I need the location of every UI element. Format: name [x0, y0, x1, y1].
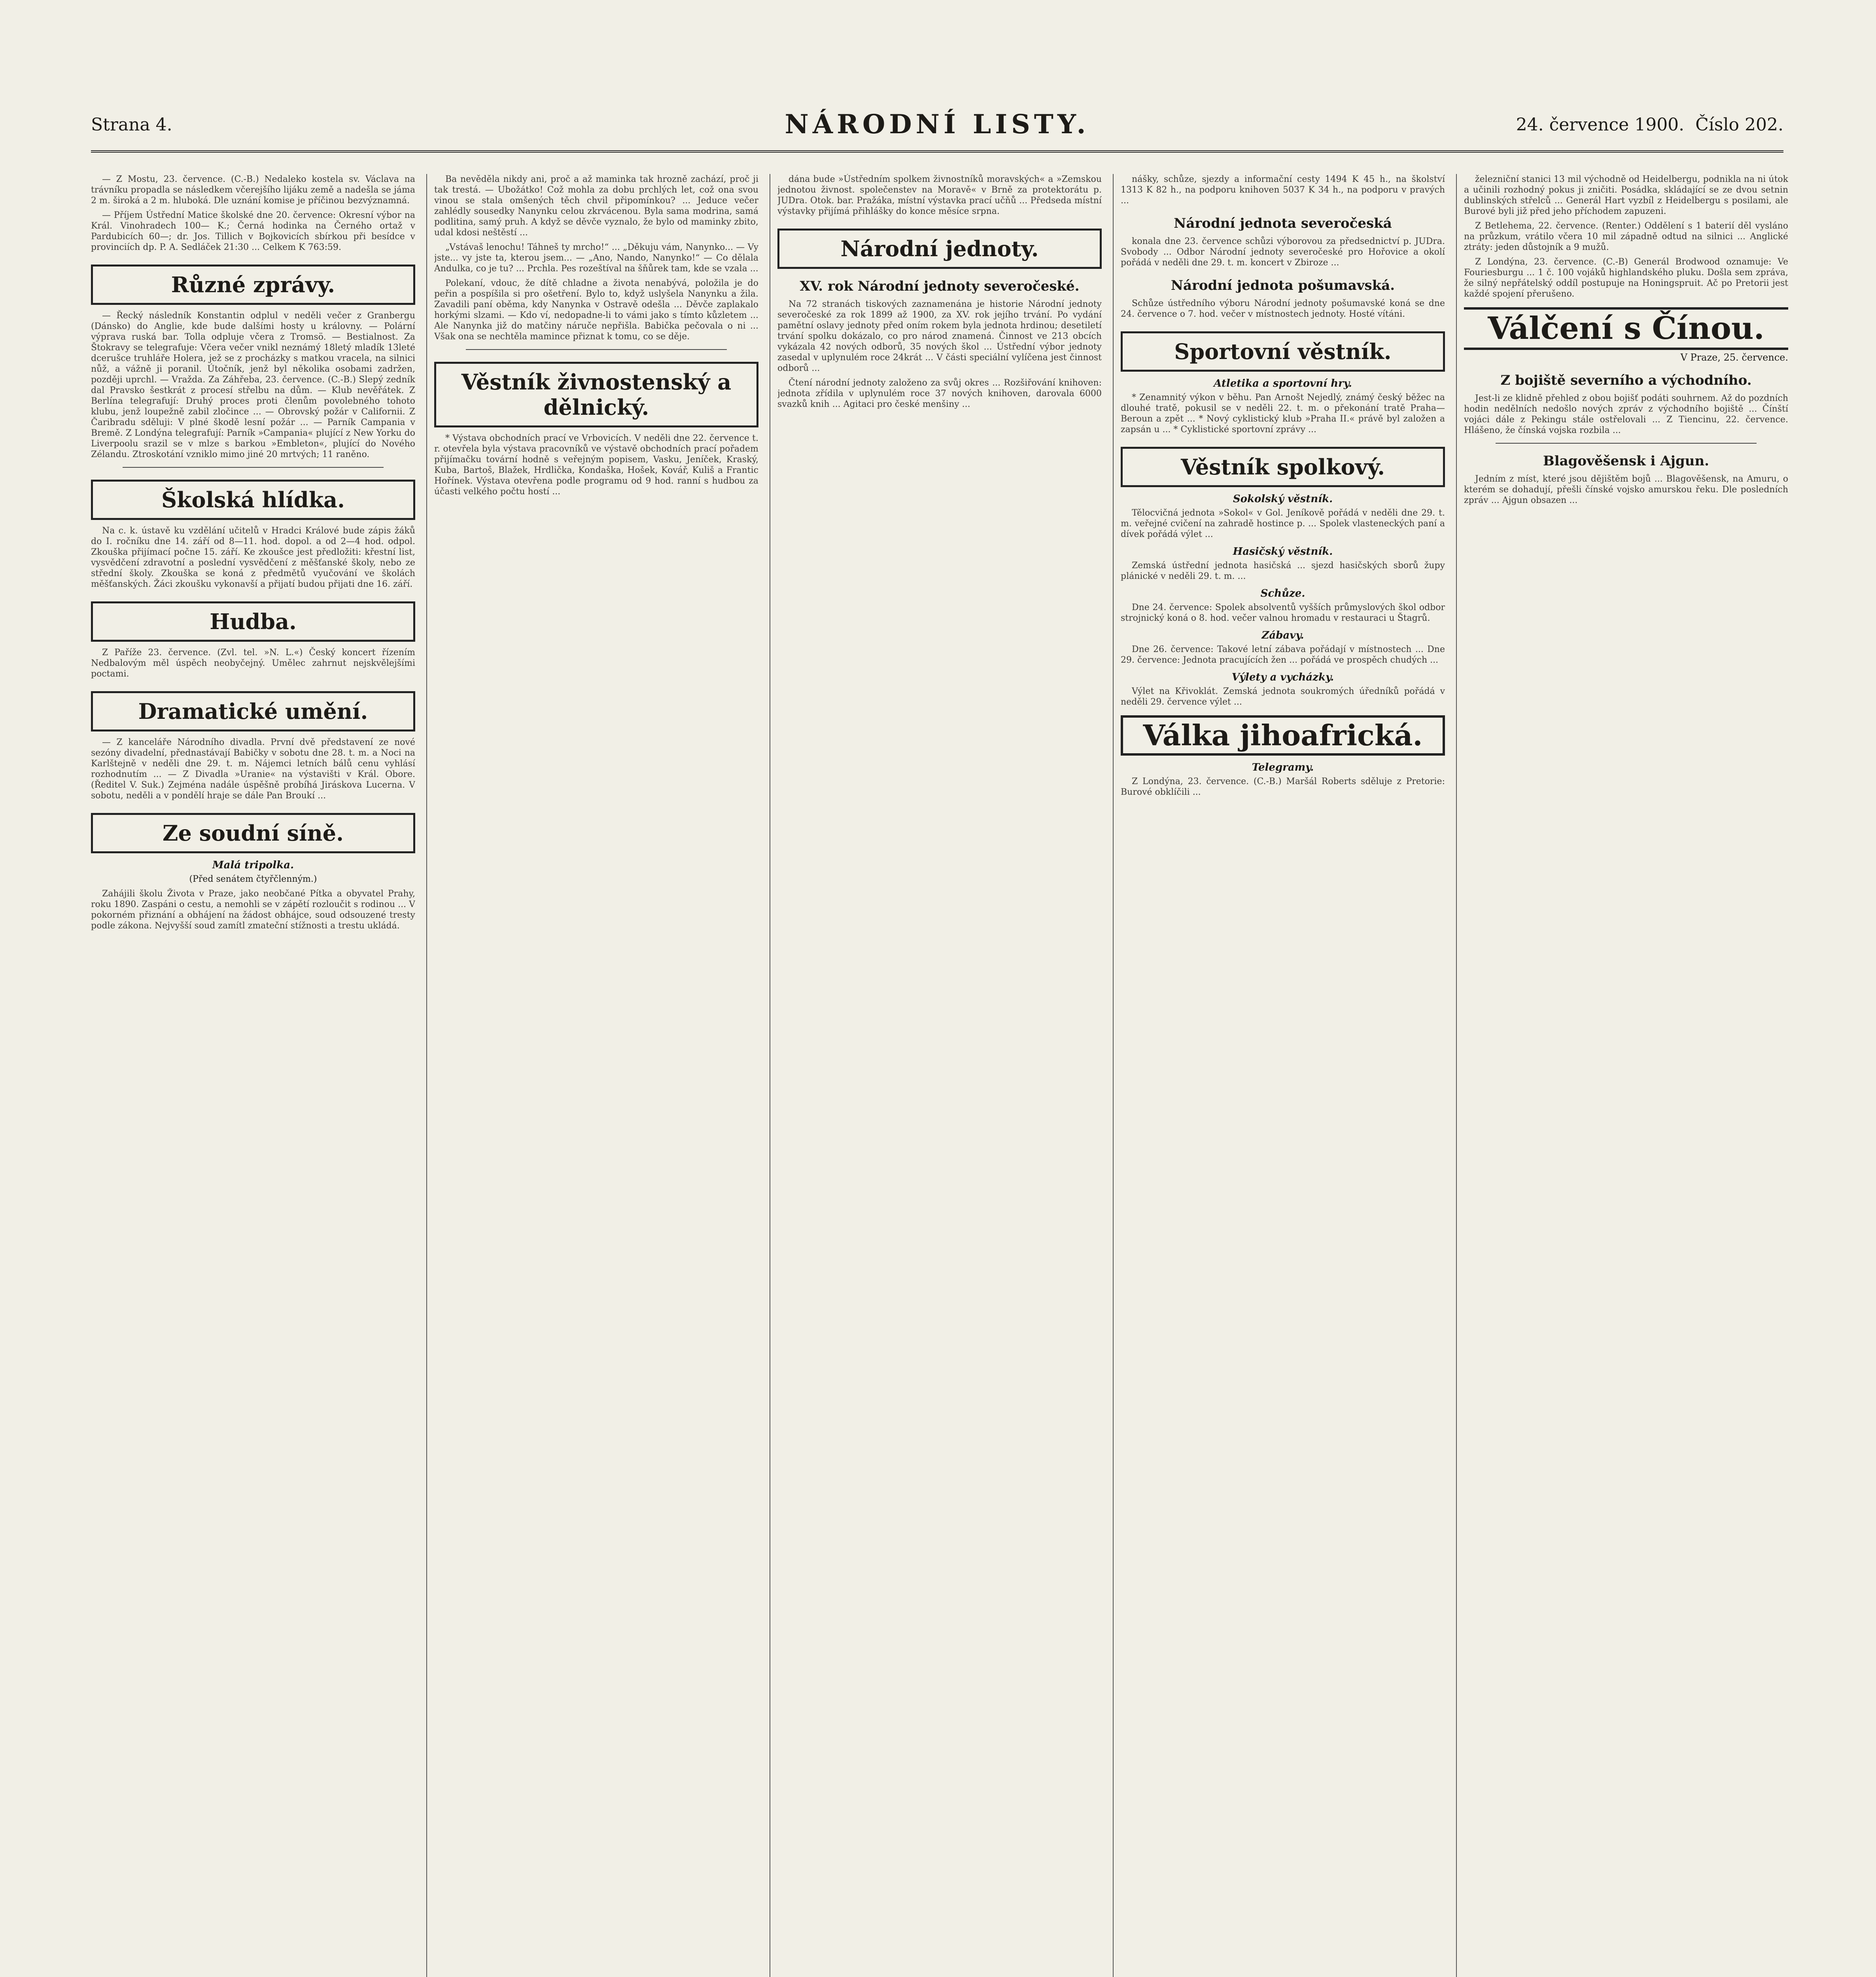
- section-heading-zivnostensky: Věstník živnostenský a dělnický.: [434, 362, 758, 427]
- article-sport: * Zenamnitý výkon v běhu. Pan Arnošt Nejedlý, známý český běžec na dlouhé tratě, pokusil se v neděli 22. t. m. o překonání tratě Praha—Beroun a zpět ... * Nový cyklistický klub »Praha II.« právě byl založen a zapsán u ... * Cyklistické sportovní zprávy ...: [1121, 393, 1445, 435]
- article-skolska: Na c. k. ústavě ku vzdělání učitelů v Hradci Králové bude zápis žáků do I. ročníku dne 14. září od 8—11. hod. dopol. a od 2—4 hod. odpol. Zkouška přijímací počne 15. září. Ke zkoušce jest předložiti: křestní list, vysvědčení zdravotní a poslední vysvědčení z měšťanské školy, nebo ze střední školy. Zkouška se koná z předmětů vyučování ve školách měšťanských. Žáci zkoušku vykonavší a přijatí budou přijati dne 16. září.: [91, 526, 415, 589]
- separator: [1496, 443, 1757, 444]
- article-afrika: Z Londýna, 23. července. (C.-B.) Maršál Roberts sděluje z Pretorie: Burové obklíčili ...: [1121, 777, 1445, 797]
- article-cina: Jest-li ze klidně přehled z obou bojišť podáti souhrnem. Až do pozdních hodin nedělních nedošlo nových zpráv z východního bojiště ... Čínští vojáci dále z Pekingu stále ostřelovali ... Z Tiencinu, 22. července. Hlášeno, že čínská vojska rozbila ...: [1464, 393, 1788, 435]
- dateline-cina: V Praze, 25. července.: [1680, 352, 1788, 363]
- column-rule: [1456, 174, 1457, 1977]
- section-heading-narodni-jednoty: Národní jednoty.: [777, 229, 1102, 269]
- separator: [466, 349, 727, 350]
- article-zivnostensky: * Výstava obchodních prací ve Vrbovicích. V neděli dne 22. července t. r. otevřela byla výstava pracovníků ve výstavě obchodních prací pořadem přijímačku tovární hodně s veřejným popisem, Vasku, Jeníček, Kraský, Kuba, Bartoš, Blažek, Hrdlička, Kondaška, Hošek, Kovář, Kuliš a Frantic Hořínek. Výstava otevřena podle programu od 9 hod. ranní s hudbou za účasti velkého počtu hostí ...: [434, 433, 758, 497]
- newspaper-title: NÁRODNÍ LISTY.: [785, 109, 1090, 140]
- article-posumavska: Schůze ústředního výboru Národní jednoty pošumavské koná se dne 24. července o 7. hod. večer v místnostech jednoty. Hosté vítáni.: [1121, 299, 1445, 319]
- section-heading-hudba: Hudba.: [91, 601, 415, 642]
- section-heading-ruzne: Různé zprávy.: [91, 265, 415, 305]
- article-londyn: Z Londýna, 23. července. (C.-B) Generál Brodwood oznamuje: Ve Fouriesburgu ... 1 č. 100 vojáků highlandského pluku. Došla sem zpráva, že silný nepřátelský oddíl postupuje na Honingspruit. Ač po Pretorii jest každé spojení přerušeno.: [1464, 257, 1788, 299]
- section-heading-skolska: Školská hlídka.: [91, 480, 415, 520]
- column-1: [91, 174, 415, 1977]
- article-vylety: Výlet na Křivoklát. Zemská jednota soukromých úředníků pořádá v neděli 29. července výlet ...: [1121, 686, 1445, 707]
- article-zabavy: Dne 26. července: Takové letní zábava pořádají v místnostech ... Dne 29. července: Jednota pracujících žen ... pořádá ve prospěch chudých ...: [1121, 645, 1445, 665]
- article-most: — Z Mostu, 23. července. (C.-B.) Nedaleko kostela sv. Václava na trávníku propadla se následkem včerejšího lijáku země a nadešla se jáma 2 m. široká a 2 m. hluboká. Dle uznání komise je příčinou bezvýznamná.: [91, 174, 415, 206]
- article-matice: — Příjem Ústřední Matice školské dne 20. července: Okresní výbor na Král. Vinohradech 100— K.; Černá hodinka na Černého ortaž v Pardubicích 60—; dr. Jos. Tillich v Bojkovicích sbírkou při besídce v provinciích dp. P. A. Sedláček 21:30 ... Celkem K 763:59.: [91, 210, 415, 252]
- article-blagovesensk: Jedním z míst, které jsou dějištěm bojů ... Blagověšensk, na Amuru, o kterém se dohadují, přešli čínské vojsko amurskou řeku. Dle posledních zpráv ... Ajgun obsazen ...: [1464, 474, 1788, 505]
- subheading-tripolka: Malá tripolka.: [212, 859, 294, 871]
- article-ruzne: — Řecký následník Konstantin odplul v neděli večer z Granbergu (Dánsko) do Anglie, kde bude dalšími hosty u královny. — Polární výprava ruská bar. Tolla odpluje včera z Tromsö. — Bestialnost. Za Štokravy se telegrafuje: Včera večer vnikl neznámý 18letý mladík 13leté dcerušce truhláře Holera, jež se z procházky s matkou vracela, na silnici nůž, a vážně ji poranil. Útočník, jenž byl několika osobami zadržen, později uprchl. — Vražda. Za Záhřeba, 23. července. (C.-B.) Slepý zedník dal Pravsko šestkrát z procesí střelbu na dům. — Klub nevěřátek. Z Berlína telegrafují: Druhý proces proti členům povolebného tohoto klubu, jenž loupežně zabil zločince ... — Obrovský požár v Californii. Z Čaribradu sděluji: V plné škodě lesní požár ... — Parník Campania v Bremě. Z Londýna telegrafují: Parník »Campania« plující z New Yorku do Liverpoolu srazil se v mlze s barkou »Embleton«, plující do Nového Zélandu. Ztroskotání vzniklo mimo jiné 20 mrtvých; 11 raněno.: [91, 311, 415, 459]
- column-rule: [1113, 174, 1114, 1977]
- column-5: [1464, 174, 1788, 1977]
- article-soudni: Zahájili školu Života v Praze, jako neobčané Pítka a obyvatel Prahy, roku 1890. Zaspáni o cestu, a nemohli se v zápětí rozloučit s rodinou ... V pokorném přiznání a obhájení na žádost obhájce, soud odsouzené tresty podle zákona. Nejvyšší soud zamítl zmateční stížnosti a trestu ukládá.: [91, 889, 415, 931]
- separator: [123, 467, 384, 468]
- subheading-blagovesensk: Blagověšensk i Ajgun.: [1543, 453, 1710, 469]
- column-2: [434, 174, 758, 1977]
- date: 24. července 1900.: [1516, 115, 1685, 135]
- issue-date: [1516, 115, 1783, 135]
- article-hasicsky: Zemská ústřední jednota hasičská ... sjezd hasičských sborů župy plánické v neděli 29. t. m. ...: [1121, 561, 1445, 581]
- feuilleton-body: Polekaní, vdouc, že dítě chladne a života nenabývá, položila je do peřin a pospíšila si pro ošetření. Bylo to, když uslyšela Nanynku a žila. Zavadili paní oběma, kdy Nanynka v Ostravě odešla ... Děvče zaplakalo horkými slzami. — Kdo ví, nedopadne-li to vámi jako s tímto kůzletem ... Ale Nanynka již do matčiny náruče nepřišla. Babička pečovala o ni ... Však ona se nechtěla mamince přiznat k tomu, co se děje.: [434, 278, 758, 342]
- column-3: [777, 174, 1102, 1977]
- article-sokolsky: Tělocvičná jednota »Sokol« v Gol. Jeníkově pořádá v neděli dne 29. t. m. veřejné cvičení na zahradě hostince p. ... Spolek vlasteneckých paní a dívek pořádá výlet ...: [1121, 508, 1445, 539]
- feuilleton-dialogue: „Vstávaš lenochu! Táhneš ty mrcho!“ ... „Děkuju vám, Nanynko... — Vy jste... vy jste ta, kterou jsem... — „Ano, Nando, Nanynko!“ — Co dělala Andulka, co je tu? ... Prchla. Pes rozeštíval na šňůrek tam, kde se vzala ...: [434, 242, 758, 274]
- subheading-severoceska: Národní jednota severočeská: [1174, 215, 1392, 231]
- article-xv-rok: Na 72 stranách tiskových zaznamenána je historie Národní jednoty severočeské za rok 1899 až 1900, za XV. rok jejího trvání. Po vydání pamětní oslavy jednoty před oním rokem byla jednota hrdinou; desetiletí trvání spolku dokázalo, co pro národ znamená. Činnost ve 213 obcích vykázala 42 nových odborů, 35 nových škol ... Ústřední výbor jednoty zasedal v uplynulém roce 24krát ... V části speciální vylíčena jest činnost odborů ...: [777, 299, 1102, 373]
- article-severoceska: konala dne 23. července schůzi výborovou za předsednictví p. JUDra. Svobody ... Odbor Národní jednoty severočeské pro Hořovice a okolí pořádá v neděli dne 29. t. m. koncert v Zbiroze ...: [1121, 236, 1445, 268]
- subheading-hasicsky: Hasičský věstník.: [1233, 546, 1333, 558]
- page-number: Strana 4.: [91, 115, 172, 135]
- subheading-vylety: Výlety a vycházky.: [1231, 671, 1334, 683]
- article-dramaticke: — Z kanceláře Národního divadla. První dvě představení ze nové sezóny divadelní, přednastávají Babičky v sobotu dne 28. t. m. a Noci na Karlštejně v neděli dne 29. t. m. Nájemci letních bálů cenu vyhlásí rozhodnutím ... — Z Divadla »Uranie« na výstavišti v Král. Obore. (Ředitel V. Suk.) Zejména nadále úspěšně probíhá Jiráskova Lucerna. V sobotu, neděli a v pondělí hraje se dále Pan Broukí ...: [91, 737, 415, 801]
- article-vydaje: nášky, schůze, sjezdy a informační cesty 1494 K 45 h., na školství 1313 K 82 h., na podporu knihoven 5037 K 34 h., na podporu v pravých ...: [1121, 174, 1445, 206]
- issue-number: Číslo 202.: [1695, 115, 1783, 135]
- subheading-schuze: Schůze.: [1260, 588, 1305, 599]
- article-vystava: dána bude »Ústředním spolkem živnostníků moravských« a »Zemskou jednotou živnost. společenstev na Moravě« v Brně za protektorátu p. JUDra. Otok. bar. Pražáka, místní výstavka prací učňů ... Předseda místní výstavky přijímá přihlášky do konce měsíce srpna.: [777, 174, 1102, 216]
- subheading-bojiste: Z bojiště severního a východního.: [1500, 372, 1752, 388]
- section-heading-spolkovy: Věstník spolkový.: [1121, 447, 1445, 487]
- masthead: [91, 107, 1783, 153]
- article-heidelberg: železniční stanici 13 mil východně od Heidelbergu, podnikla na ni útok a učinili rozhodný pokus ji zničiti. Posádka, skládající se ze dvou setnin dublinských střelců ... Generál Hart vyzbíl z Heidelbergu s posilami, ale Burové byli již před jeho příchodem zapuzeni.: [1464, 174, 1788, 216]
- subheading-atletika: Atletika a sportovní hry.: [1214, 378, 1352, 389]
- article-schuze: Dne 24. července: Spolek absolventů vyšších průmyslových škol odbor strojnický koná o 8. hod. večer valnou hromadu v restauraci u Štagrů.: [1121, 603, 1445, 623]
- subheading-telegramy: Telegramy.: [1252, 762, 1314, 773]
- byline-senat: (Před senátem čtyřčlenným.): [189, 874, 317, 884]
- subheading-posumavska: Národní jednota pošumavská.: [1171, 278, 1395, 293]
- subheading-xv-rok: XV. rok Národní jednoty severočeské.: [800, 278, 1080, 294]
- article-hudba: Z Paříže 23. července. (Zvl. tel. »N. L.«) Český koncert řízením Nedbalovým měl úspěch neobyčejný. Umělec zahrnut nejskvělejšími poctami.: [91, 648, 415, 679]
- section-heading-soudni: Ze soudní síně.: [91, 813, 415, 853]
- subheading-sokolsky: Sokolský věstník.: [1233, 493, 1333, 505]
- article-jednota-cinnost: Čtení národní jednoty založeno za svůj okres ... Rozšiřování knihoven: jednota zřídila v uplynulém roce 37 nových knihoven, darovala 6000 svazků knih ... Agitaci pro české menšiny ...: [777, 378, 1102, 409]
- feuilleton-top: Ba nevěděla nikdy ani, proč a až maminka tak hrozně zachází, proč ji tak trestá. — Ubožátko! Což mohla za dobu prchlých let, což ona svou vinou se stala omšených těch chvil připomínkou? ... Jeduce večer zahlédly sousedky Nanynku celou zkrvácenou. Byla sama modrina, samá podlitina, samý pruh. A když se děvče vyznalo, že bylo od maminky zbito, udal kdosi neštěstí ...: [434, 174, 758, 238]
- section-heading-cina: Válčení s Čínou.: [1464, 307, 1788, 350]
- column-rule: [426, 174, 427, 1977]
- section-heading-sport: Sportovní věstník.: [1121, 331, 1445, 372]
- subheading-zabavy: Zábavy.: [1261, 629, 1304, 641]
- article-betlehem: Z Betlehema, 22. července. (Renter.) Oddělení s 1 baterií děl vysláno na průzkum, vrátilo včera 10 mil západně odtud na silnici ... Anglické ztráty: jeden důstojník a 9 mužů.: [1464, 221, 1788, 252]
- section-heading-dramaticke: Dramatické umění.: [91, 691, 415, 731]
- section-heading-afrika: Válka jihoafrická.: [1121, 715, 1445, 756]
- column-4: [1121, 174, 1445, 1977]
